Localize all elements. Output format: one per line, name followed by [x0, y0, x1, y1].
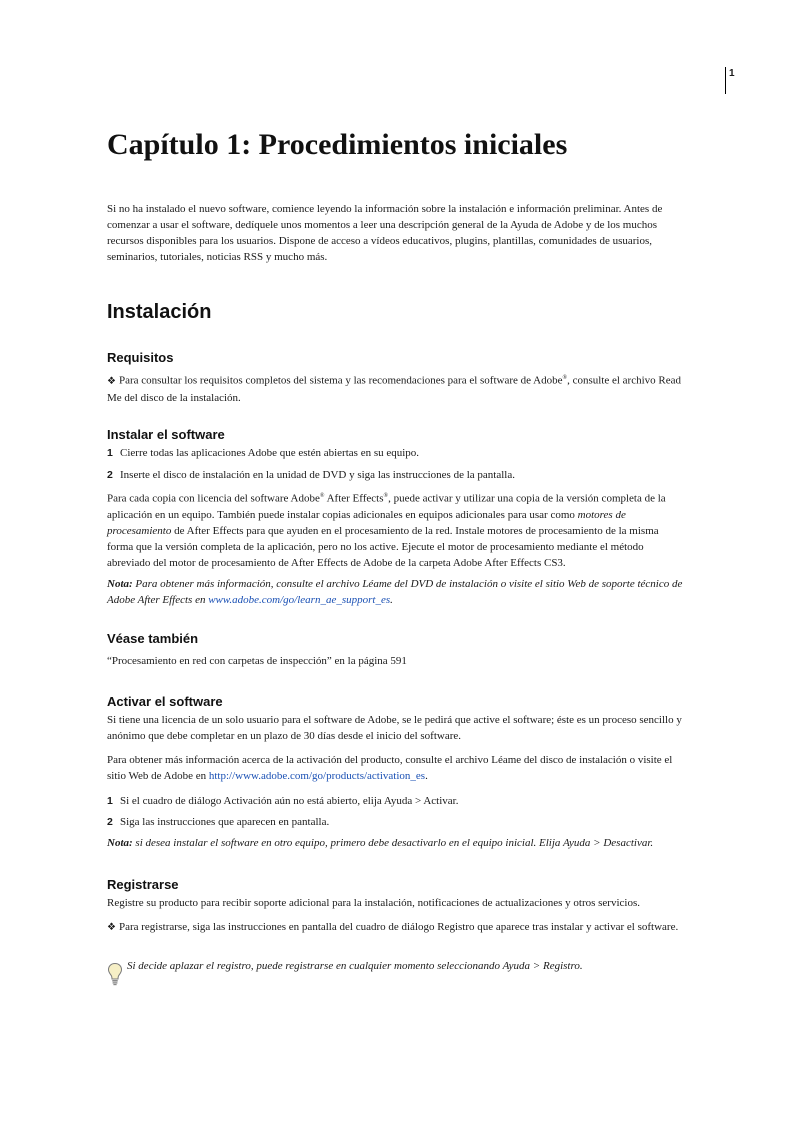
registered-mark: ®	[562, 375, 568, 381]
support-link[interactable]: www.adobe.com/go/learn_ae_support_es	[208, 594, 391, 606]
step-text: Inserte el disco de instalación en la unidad de DVD y siga las instrucciones de la pantalla.	[120, 469, 515, 481]
note-label: Nota:	[107, 578, 133, 590]
registrarse-paragraph: Registre su producto para recibir soporte adicional para la instalación, notificaciones de actualizaciones y otros servicios.	[107, 897, 641, 909]
instalar-step-1	[107, 445, 687, 461]
activation-link[interactable]: http://www.adobe.com/go/products/activation_es	[208, 770, 426, 782]
vease-reference: “Procesamiento en red con carpetas de inspección” en la página 591	[107, 655, 407, 667]
step-text: Si el cuadro de diálogo Activación aún no está abierto, elija Ayuda > Activar.	[120, 795, 459, 807]
intro-paragraph: Si no ha instalado el nuevo software, comience leyendo la información sobre la instalación e información preliminar. Antes de comenzar a usar el software, dedíquele unos momentos a leer una descripción general de la Ayuda de Adobe y de los muchos recursos disponibles para los usuarios. Dispone de acceso a vídeos educativos, plugins, plantillas, comunidades de usuarios, seminarios, tutoriales, noticias RSS y mucho más.	[107, 203, 663, 263]
instalar-text-a: Para cada copia con licencia del software Adobe	[107, 492, 320, 505]
instalar-step-2	[107, 467, 687, 483]
activar-note	[107, 835, 687, 851]
heading-vease-tambien: Véase también	[107, 631, 199, 646]
activar-text-a: Para obtener más información acerca de la activación del producto, consulte el archivo Léame del disco de instalación o visite el sitio Web de Adobe en	[107, 754, 673, 782]
requisitos-text-a: Para consultar los requisitos completos del sistema y las recomendaciones para el software de Adobe	[118, 374, 563, 387]
instalar-text-d: de After Effects para que ayuden en el procesamiento de la red. Instale motores de procesamiento de la misma forma que la versión completa de la aplicación, pero no los active. Ejecute el motor de procesamiento mediante el método abreviado del motor de procesamiento de After Effects de Adobe de la carpeta Adobe After Effects CS3.	[107, 524, 659, 569]
instalar-note	[107, 576, 687, 608]
instalar-paragraph	[107, 488, 687, 571]
requisitos-paragraph	[107, 370, 687, 406]
lightbulb-tip-icon	[107, 962, 123, 986]
step-number: 1	[107, 447, 113, 459]
instalar-emphasis: motores de procesamiento	[107, 508, 626, 537]
heading-instalar: Instalar el software	[107, 427, 225, 442]
activar-step-1	[107, 793, 687, 809]
diamond-bullet-icon: ❖	[107, 922, 116, 933]
heading-registrarse: Registrarse	[107, 877, 179, 892]
note-end: .	[390, 594, 393, 606]
requisitos-text-b: , consulte el archivo Read Me del disco de la instalación.	[107, 374, 682, 404]
registro-tip: Si decide aplazar el registro, puede registrarse en cualquier momento seleccionando Ayuda > Registro.	[127, 960, 583, 972]
step-number: 2	[107, 469, 113, 481]
note-label: Nota:	[107, 837, 133, 849]
step-number: 2	[107, 816, 113, 828]
activar-text-end: .	[425, 770, 428, 782]
instalar-text-c: , puede activar y utilizar una copia de la versión completa de la aplicación en un equipo. También puede instalar copias adicionales en equipos adicionales para usar como	[107, 492, 666, 521]
activar-paragraph-1: Si tiene una licencia de un solo usuario para el software de Adobe, se le pedirá que active el software; éste es un proceso sencillo y anónimo que debe completar en un plazo de 30 días desde el inicio del software.	[107, 714, 682, 742]
diamond-bullet-icon: ❖	[107, 375, 116, 387]
activar-step-2	[107, 814, 687, 830]
step-number: 1	[107, 795, 113, 807]
note-text: Para obtener más información, consulte el archivo Léame del DVD de instalación o visite el sitio Web de soporte técnico de Adobe After Effects en	[107, 578, 683, 606]
registrarse-text: Para registrarse, siga las instrucciones en pantalla del cuadro de diálogo Registro que aparece tras instalar y activar el software.	[118, 921, 679, 933]
step-text: Siga las instrucciones que aparecen en pantalla.	[120, 816, 330, 828]
page-number: 1	[729, 68, 735, 79]
page-number-rule	[725, 67, 726, 94]
activar-paragraph-2	[107, 752, 687, 784]
instalar-text-b: After Effects	[324, 492, 384, 505]
registrarse-bullet-paragraph	[107, 919, 687, 936]
chapter-title: Capítulo 1: Procedimientos iniciales	[107, 128, 568, 161]
section-title-instalacion: Instalación	[107, 301, 212, 323]
step-text: Cierre todas las aplicaciones Adobe que estén abiertas en su equipo.	[120, 447, 420, 459]
registered-mark: ®	[383, 493, 389, 499]
heading-activar: Activar el software	[107, 694, 223, 709]
note-text: si desea instalar el software en otro equipo, primero debe desactivarlo en el equipo inicial. Elija Ayuda > Desactivar.	[132, 837, 654, 849]
heading-requisitos: Requisitos	[107, 350, 174, 365]
registered-mark: ®	[319, 493, 325, 499]
